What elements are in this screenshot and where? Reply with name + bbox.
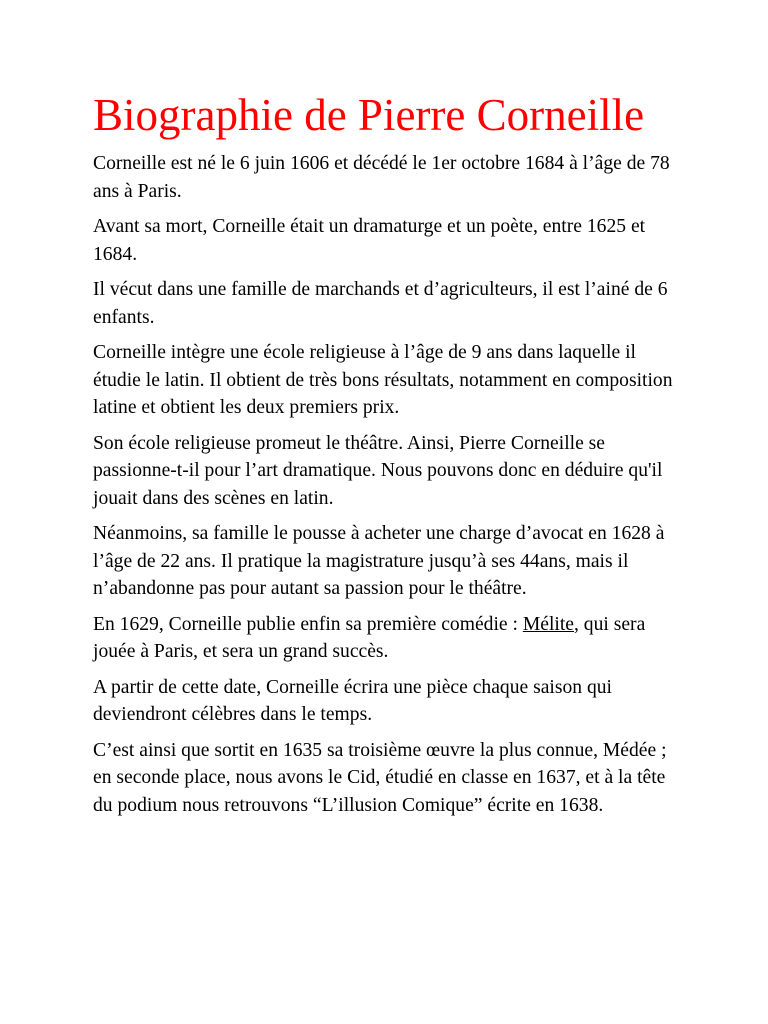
- paragraph-family: Il vécut dans une famille de marchands et d’agriculteurs, il est l’ainé de 6 enfants.: [93, 279, 668, 328]
- paragraph-first-comedy: [93, 611, 683, 666]
- melite-link[interactable]: Mélite: [522, 613, 574, 635]
- first-comedy-text-after: , qui sera jouée à Paris, et sera un grand succès.: [93, 613, 646, 662]
- paragraph-famous-works: C’est ainsi que sortit en 1635 sa troisième œuvre la plus connue, Médée ; en seconde place, nous avons le Cid, étudié en classe en 1637, et à la tête du podium nous retrouvons “L’illusion Comique” écrite en 1638.: [93, 739, 667, 816]
- paragraph-theatre-school: Son école religieuse promeut le théâtre. Ainsi, Pierre Corneille se passionne-t-il pour l’art dramatique. Nous pouvons donc en déduire qu'il jouait dans des scènes en latin.: [93, 432, 663, 509]
- paragraph-profession: Avant sa mort, Corneille était un dramaturge et un poète, entre 1625 et 1684.: [93, 216, 646, 265]
- paragraph-seasonal-plays: A partir de cette date, Corneille écrira une pièce chaque saison qui deviendront célèbres dans le temps.: [93, 676, 613, 725]
- paragraph-education: Corneille intègre une école religieuse à l’âge de 9 ans dans laquelle il étudie le latin. Il obtient de très bons résultats, notamment en composition latine et obtient les deux premiers prix.: [93, 342, 673, 418]
- document-body: [93, 88, 683, 827]
- document-title: Biographie de Pierre Corneille: [93, 90, 645, 140]
- paragraph-lawyer-career: Néanmoins, sa famille le pousse à acheter une charge d’avocat en 1628 à l’âge de 22 ans. Il pratique la magistrature jusqu’à ses 44ans, mais il n’abandonne pas pour autant sa passion pour le théâtre.: [93, 523, 665, 599]
- first-comedy-text-before: En 1629, Corneille publie enfin sa première comédie :: [93, 613, 523, 635]
- paragraph-birth-death: Corneille est né le 6 juin 1606 et décédé le 1er octobre 1684 à l’âge de 78 ans à Paris.: [93, 153, 670, 202]
